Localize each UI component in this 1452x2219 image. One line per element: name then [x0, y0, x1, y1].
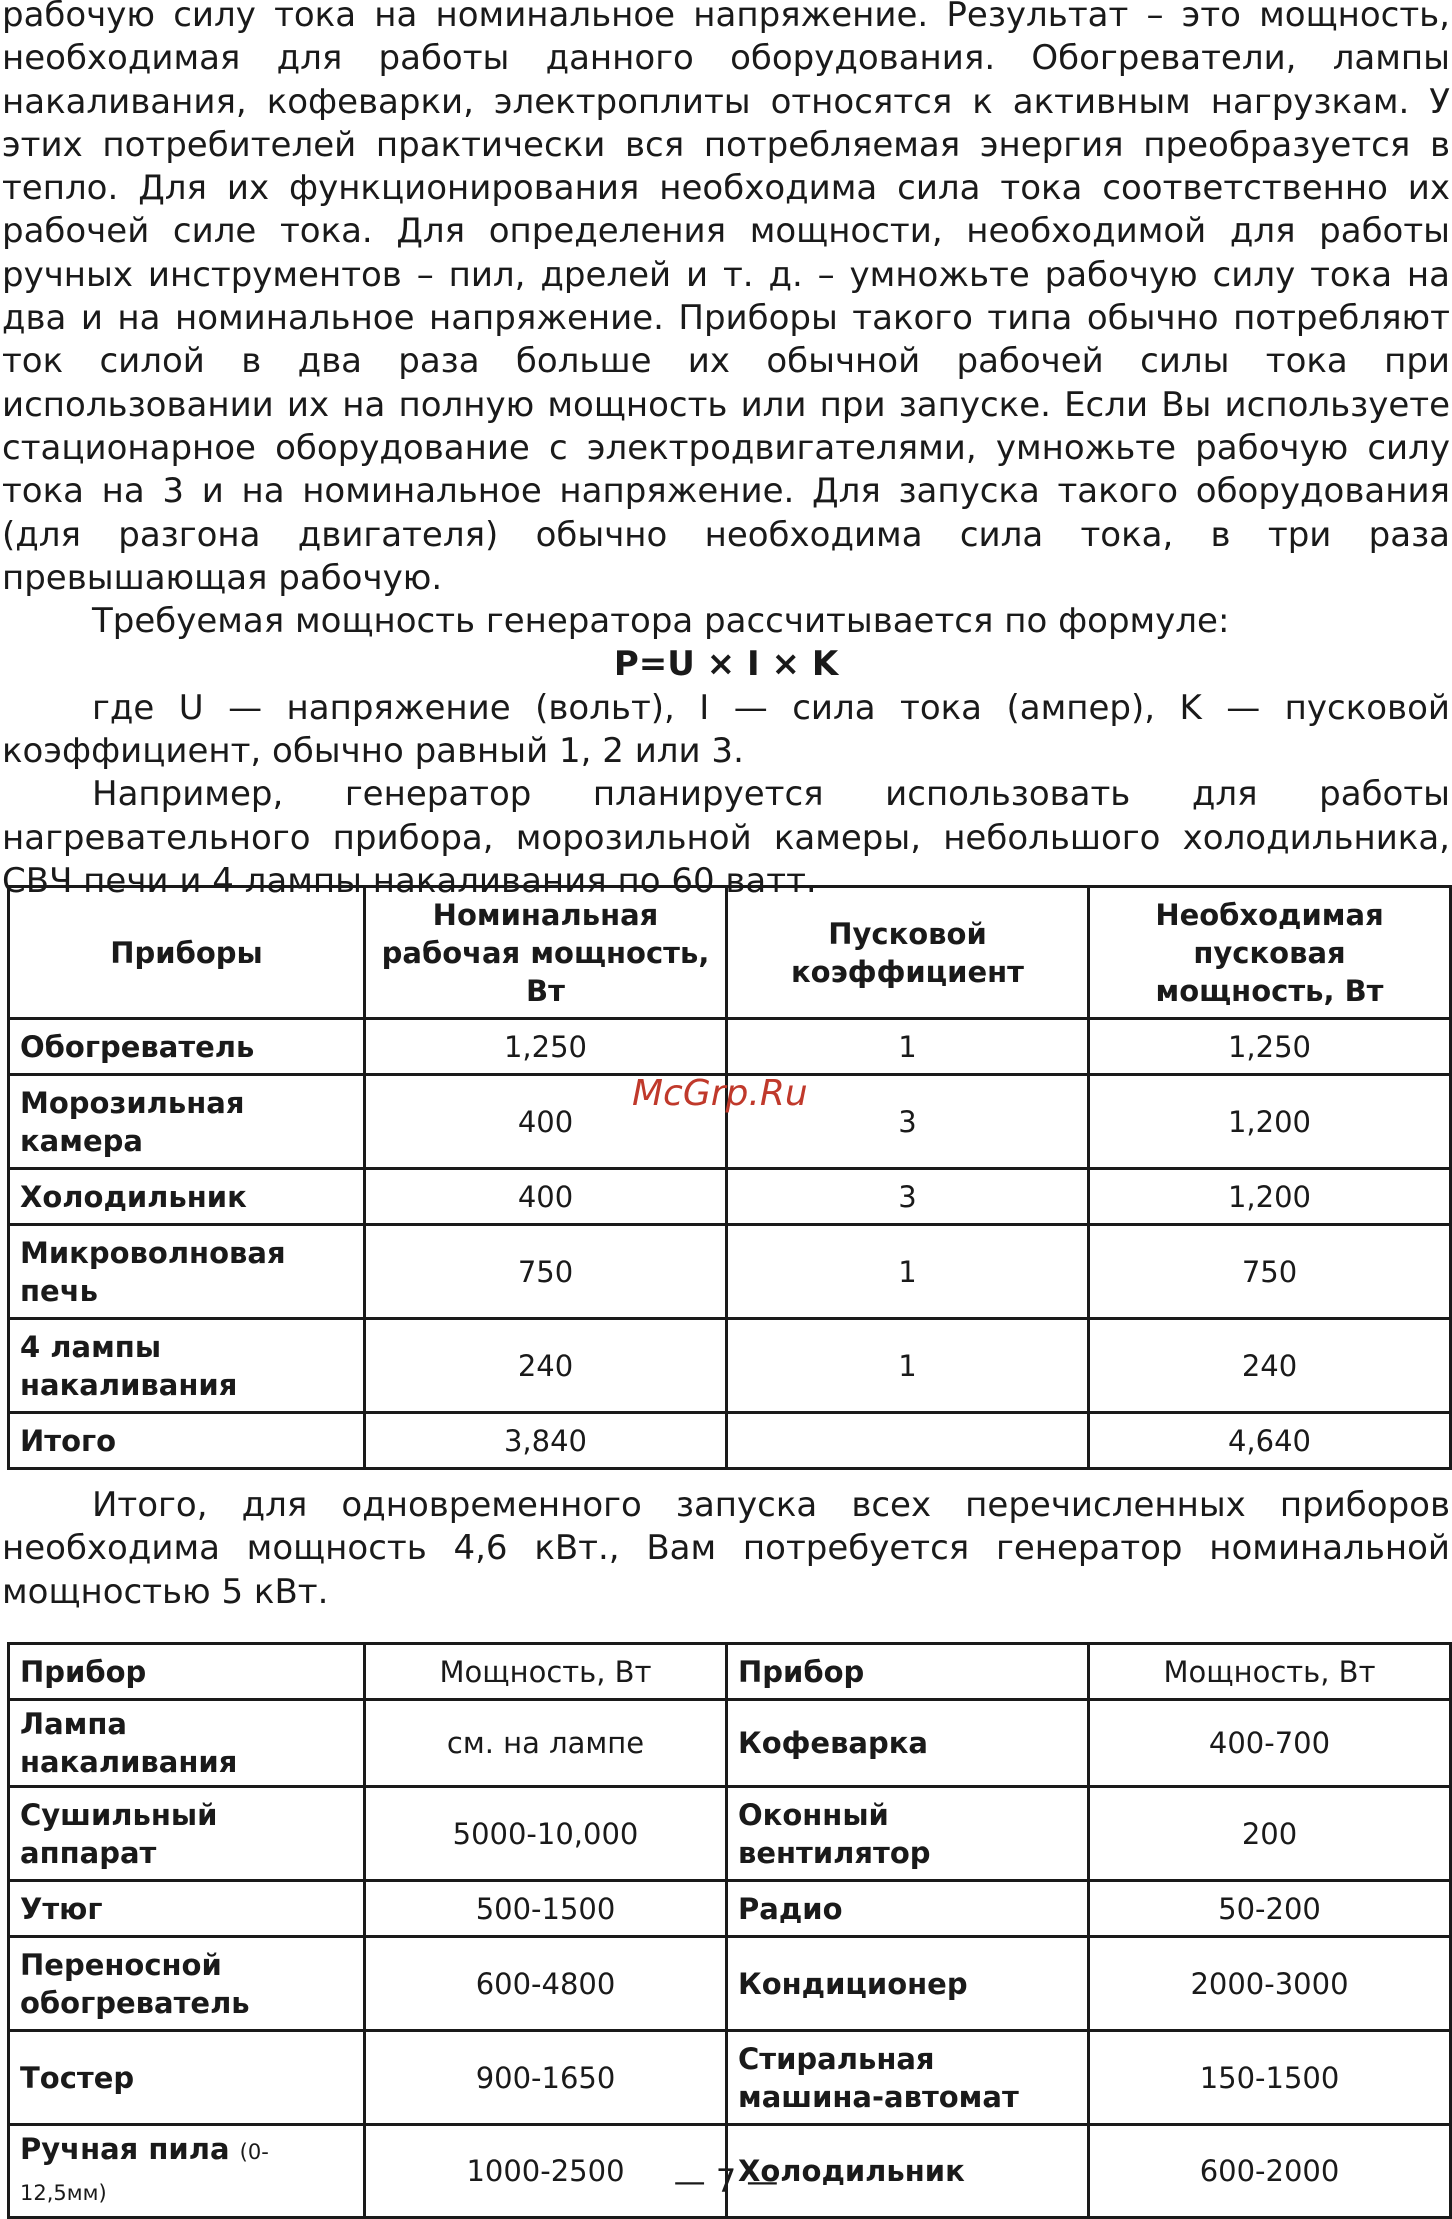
table-row — [9, 1937, 1451, 2031]
device-name: Кофеварка — [727, 1700, 1089, 1787]
device-power: 900-1650 — [365, 2031, 727, 2125]
total-start-power: 4,640 — [1089, 1413, 1451, 1469]
formula-explanation: где U — напряжение (вольт), I — сила тока (ампер), K — пусковой коэффициент, обычно равный 1, 2 или 3. — [2, 687, 1450, 772]
device-name: Стиральная машина-автомат — [727, 2031, 1089, 2125]
table-total-row — [9, 1413, 1451, 1469]
start-factor: 3 — [727, 1075, 1089, 1169]
start-power: 1,200 — [1089, 1075, 1451, 1169]
device-name: Оконный вентилятор — [727, 1787, 1089, 1881]
start-power: 1,250 — [1089, 1019, 1451, 1075]
header-cell: Необходимая пусковая мощность, Вт — [1089, 887, 1451, 1019]
watermark: McGrp.Ru — [632, 1073, 808, 1114]
device-power: 400-700 — [1089, 1700, 1451, 1787]
device-power: см. на лампе — [365, 1700, 727, 1787]
power-calculation-table — [7, 885, 1452, 1470]
rated-power: 400 — [365, 1169, 727, 1225]
table-row — [9, 2031, 1451, 2125]
table-row — [9, 1019, 1451, 1075]
table-row — [9, 1700, 1451, 1787]
device-name: Холодильник — [9, 1169, 365, 1225]
table-row — [9, 1225, 1451, 1319]
device-name: Микроволновая печь — [9, 1225, 365, 1319]
device-power: 2000-3000 — [1089, 1937, 1451, 2031]
start-factor: 1 — [727, 1319, 1089, 1413]
intro-paragraph: рабочую силу тока на номинальное напряжение. Результат – это мощность, необходимая для работы данного оборудования. Обогреватели, лампы накаливания, кофеварки, электроплиты относятся к активным нагрузкам. У этих потребителей практически вся потребляемая энергия преобразуется в тепло. Для их функционирования необходима сила тока соответственно их рабочей силе тока. Для определения мощности, необходимой для работы ручных инструментов – пил, дрелей и т. д. – умножьте рабочую силу тока на два и на номинальное напряжение. Приборы такого типа обычно потребляют ток силой в два раза больше их обычной рабочей силы тока при использовании их на полную мощность или при запуске. Если Вы используете стационарное оборудование с электродвигателями, умножьте рабочую силу тока на 3 и на номинальное напряжение. Для запуска такого оборудования (для разгона двигателя) обычно необходима сила тока, в три раза превышающая рабочую. — [2, 0, 1450, 598]
summary-paragraph: Итого, для одновременного запуска всех перечисленных приборов необходима мощность 4,6 кВт., Вам потребуется генератор номинальной мощностью 5 кВт. — [2, 1485, 1450, 1612]
formula: P=U × I × K — [613, 644, 839, 685]
header-cell: Прибор — [9, 1644, 365, 1700]
total-label: Итого — [9, 1413, 365, 1469]
header-cell: Приборы — [9, 887, 365, 1019]
device-name: Обогреватель — [9, 1019, 365, 1075]
rated-power: 1,250 — [365, 1019, 727, 1075]
header-cell: Прибор — [727, 1644, 1089, 1700]
appliance-power-table — [7, 1642, 1452, 2219]
start-power: 750 — [1089, 1225, 1451, 1319]
saw-note: (0-12,5мм) — [20, 2140, 269, 2205]
table-row — [9, 1881, 1451, 1937]
table-header-row — [9, 1644, 1451, 1700]
upper-text — [2, 0, 1450, 903]
table-row — [9, 1319, 1451, 1413]
device-name: Кондиционер — [727, 1937, 1089, 2031]
header-cell: Мощность, Вт — [365, 1644, 727, 1700]
device-name: Лампа накаливания — [9, 1700, 365, 1787]
start-factor: 1 — [727, 1225, 1089, 1319]
device-name: Переносной обогреватель — [9, 1937, 365, 2031]
formula-intro: Требуемая мощность генератора рассчитывается по формуле: — [92, 601, 1230, 642]
device-name: Утюг — [9, 1881, 365, 1937]
device-power: 150-1500 — [1089, 2031, 1451, 2125]
start-power: 240 — [1089, 1319, 1451, 1413]
total-rated-power: 3,840 — [365, 1413, 727, 1469]
rated-power: 240 — [365, 1319, 727, 1413]
rated-power: 750 — [365, 1225, 727, 1319]
summary-text — [2, 1484, 1450, 1614]
total-start-factor — [727, 1413, 1089, 1469]
page-number: — 7 — — [673, 2162, 779, 2200]
device-power: 600-4800 — [365, 1937, 727, 2031]
table-header-row — [9, 887, 1451, 1019]
device-power: 200 — [1089, 1787, 1451, 1881]
header-cell: Номинальная рабочая мощность, Вт — [365, 887, 727, 1019]
start-factor: 3 — [727, 1169, 1089, 1225]
header-cell: Мощность, Вт — [1089, 1644, 1451, 1700]
device-name: Холодильник — [727, 2125, 1089, 2218]
device-name: Сушильный аппарат — [9, 1787, 365, 1881]
start-power: 1,200 — [1089, 1169, 1451, 1225]
header-cell: Пусковой коэффициент — [727, 887, 1089, 1019]
table-row — [9, 1787, 1451, 1881]
device-name: Морозильная камера — [9, 1075, 365, 1169]
device-power: 5000-10,000 — [365, 1787, 727, 1881]
device-name: Ручная пила — [20, 2132, 230, 2166]
table-row — [9, 1169, 1451, 1225]
start-factor: 1 — [727, 1019, 1089, 1075]
rated-power: 400 — [365, 1075, 727, 1169]
example-paragraph: Например, генератор планируется использовать для работы нагревательного прибора, морозильной камеры, небольшого холодильника, СВЧ печи и 4 лампы накаливания по 60 ватт. — [2, 774, 1450, 901]
device-power: 600-2000 — [1089, 2125, 1451, 2218]
device-name: Радио — [727, 1881, 1089, 1937]
device-power: 1000-2500 — [365, 2125, 727, 2218]
device-power: 50-200 — [1089, 1881, 1451, 1937]
device-power: 500-1500 — [365, 1881, 727, 1937]
device-name: 4 лампы накаливания — [9, 1319, 365, 1413]
device-name: Тостер — [9, 2031, 365, 2125]
